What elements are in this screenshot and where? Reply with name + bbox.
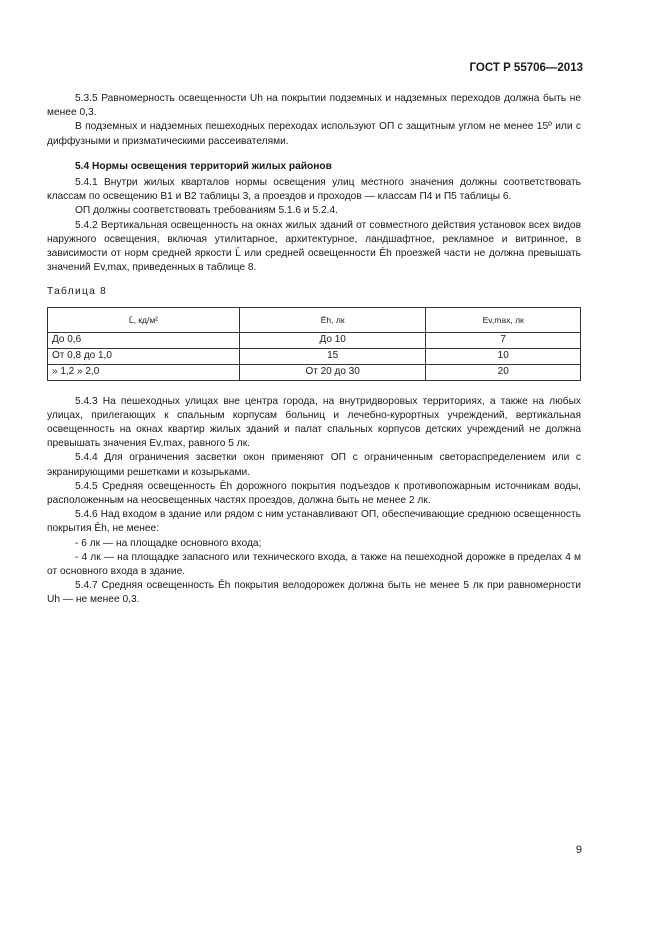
paragraph-5-4-3: 5.4.3 На пешеходных улицах вне центра города, на внутридворовых территориях, а также на любых улицах, прилегающих к спальным корпусам больниц и лечебно-курортных учреждений, вертикальная освещенность на окнах квартир жилых зданий и палат спальных корпусов детских учреждений не должна превышать значения Ev,max, равного 5 лк. (47, 395, 581, 450)
paragraph-5-4-4: 5.4.4 Для ограничения засветки окон применяют ОП с ограниченным светораспределением или с экранирующими решетками и козырьками. (47, 452, 581, 478)
paragraph-5-4-1: 5.4.1 Внутри жилых кварталов нормы освещения улиц местного значения должны соответствовать классам по освещению В1 и В2 таблицы 3, а проездов и проходов — классам П4 и П5 таблицы 6. (47, 177, 581, 203)
table-header-illuminance: Ēh, лк (239, 307, 426, 332)
paragraph-op-requirements: ОП должны соответствовать требованиям 5.1.6 и 5.2.4. (75, 205, 338, 217)
table-cell: 7 (426, 332, 581, 348)
paragraph-underpass: В подземных и надземных пешеходных переходах используют ОП с защитным углом не менее 15º или с диффузными и призматическими рассеивателями. (47, 121, 581, 147)
table-row (48, 332, 581, 348)
table-row (48, 348, 581, 364)
table-cell: До 10 (239, 332, 426, 348)
paragraph-5-4-2: 5.4.2 Вертикальная освещенность на окнах жилых зданий от совместного действия установок всех видов наружного освещения, включая утилитарное, архитектурное, ландшафтное, рекламное и витринное, в зависимости от норм средней яркости L̄ или средней освещенности Ēh проезжей части не должна превышать значений Ev,max, приведенных в таблице 8. (47, 219, 581, 274)
document-code: ГОСТ Р 55706—2013 (469, 62, 583, 74)
table-cell: » 1,2 » 2,0 (48, 364, 240, 380)
table-header-vertical-max: Ev,max, лк (426, 307, 581, 332)
table-caption: Таблица 8 (47, 286, 108, 298)
section-heading: 5.4 Нормы освещения территорий жилых районов (75, 160, 332, 172)
page-number: 9 (575, 844, 582, 856)
list-item: - 4 лк — на площадке запасного или технического входа, а также на пешеходной дорожке в пределах 4 м от основного входа в здание. (47, 551, 581, 578)
list-item: - 6 лк — на площадке основного входа; (75, 537, 262, 549)
norms-table (47, 307, 581, 381)
paragraph-5-4-5: 5.4.5 Средняя освещенность Ēh дорожного покрытия подъездов к противопожарным источникам воды, расположенным на неосвещенных частях проездов, должна быть не менее 2 лк. (47, 480, 581, 507)
paragraph-5-3-5: 5.3.5 Равномерность освещенности Uh на покрытии подземных и надземных переходов должна быть не менее 0,3. (47, 93, 581, 119)
page-content (47, 92, 581, 608)
paragraph-5-4-6: 5.4.6 Над входом в здание или рядом с ним устанавливают ОП, обеспечивающие среднюю освещенность покрытия Ēh, не менее: (47, 509, 581, 535)
table-header-luminance: L̄, кд/м² (48, 307, 240, 332)
table-cell: От 20 до 30 (239, 364, 426, 380)
paragraph-5-4-7: 5.4.7 Средняя освещенность Ēh покрытия велодорожек должна быть не менее 5 лк при равномерности Uh — не менее 0,3. (47, 580, 581, 606)
table-cell: До 0,6 (48, 332, 240, 348)
table-cell: 20 (426, 364, 581, 380)
table-cell: От 0,8 до 1,0 (48, 348, 240, 364)
table-cell: 10 (426, 348, 581, 364)
table-header-row (48, 307, 581, 332)
table-cell: 15 (239, 348, 426, 364)
table-row (48, 364, 581, 380)
